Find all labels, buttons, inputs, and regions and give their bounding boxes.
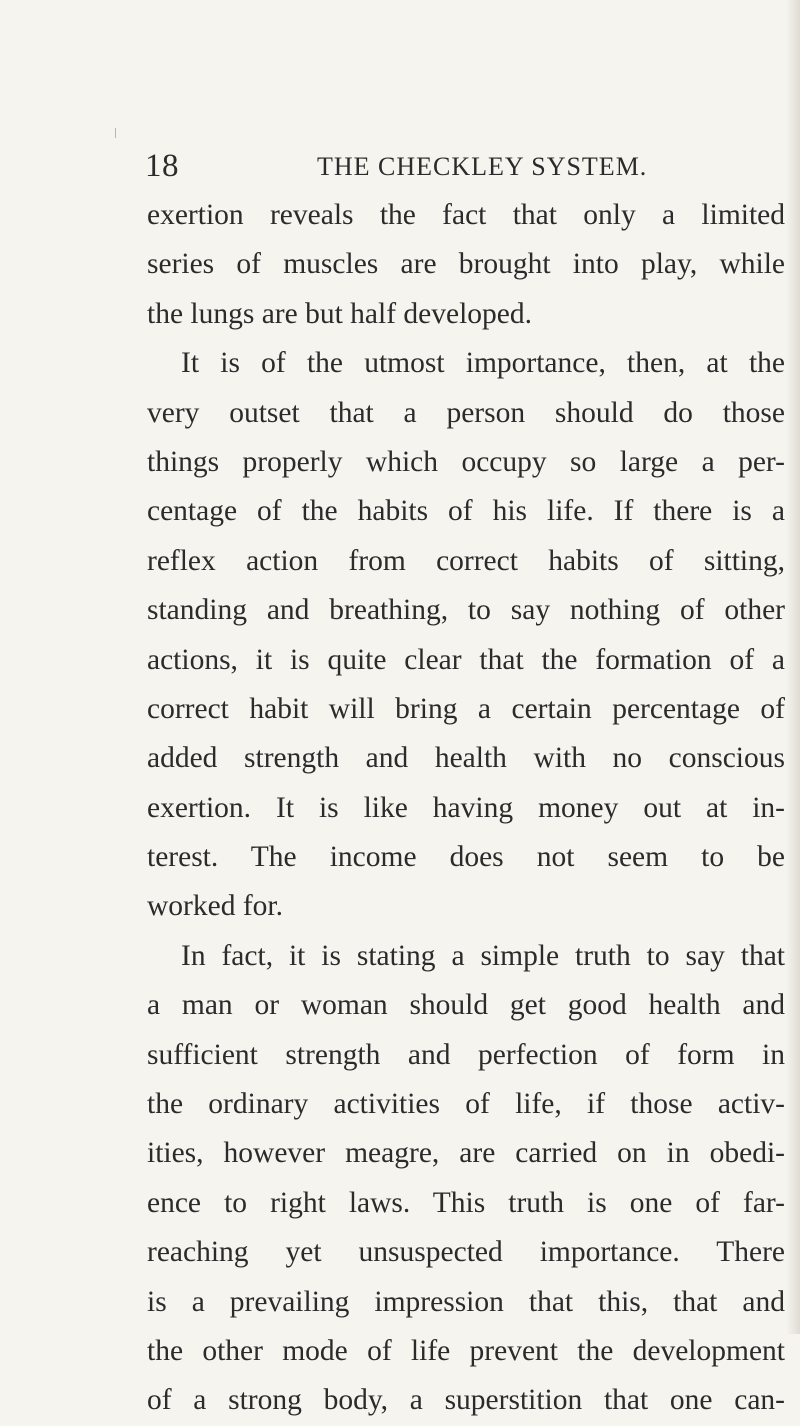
text-line: exertion. It is like having money out at in- <box>147 791 785 824</box>
text-line: exertion reveals the fact that only a limited <box>147 199 785 231</box>
text-line: It is of the utmost importance, then, at the <box>181 347 785 380</box>
text-line: the ordinary activities of life, if those activ- <box>147 1088 785 1121</box>
page-header <box>145 148 657 192</box>
running-title: THE CHECKLEY SYSTEM. <box>317 152 648 181</box>
paper-speck <box>115 128 116 138</box>
text-line: is a prevailing impression that this, that and <box>147 1285 785 1318</box>
text-line: reflex action from correct habits of sitting, <box>147 544 785 577</box>
text-line: ities, however meagre, are carried on in obedi- <box>147 1137 785 1170</box>
page-edge-shadow <box>786 0 800 1334</box>
text-line: standing and breathing, to say nothing of other <box>147 594 785 627</box>
text-line: actions, it is quite clear that the formation of a <box>147 643 785 676</box>
text-line: sufficient strength and perfection of form in <box>147 1038 785 1071</box>
text-line: ence to right laws. This truth is one of far- <box>147 1186 785 1219</box>
page-number: 18 <box>145 148 179 184</box>
text-line: the lungs are but half developed. <box>147 297 533 330</box>
text-line: worked for. <box>147 890 283 923</box>
text-line: a man or woman should get good health and <box>147 989 785 1022</box>
text-line: terest. The income does not seem to be <box>147 841 785 874</box>
text-line: correct habit will bring a certain percentage of <box>147 692 785 725</box>
text-line: added strength and health with no conscious <box>147 742 785 775</box>
text-line: centage of the habits of his life. If there is a <box>147 495 785 528</box>
text-line: In fact, it is stating a simple truth to say that <box>181 939 785 972</box>
text-line: reaching yet unsuspected importance. There <box>147 1236 785 1269</box>
text-line: things properly which occupy so large a per- <box>147 445 785 478</box>
text-line: the other mode of life prevent the development <box>147 1334 785 1367</box>
text-line: very outset that a person should do those <box>147 396 785 429</box>
text-line: of a strong body, a superstition that one can- <box>147 1384 785 1417</box>
text-line: series of muscles are brought into play, while <box>147 248 785 281</box>
body-text <box>147 191 785 1426</box>
